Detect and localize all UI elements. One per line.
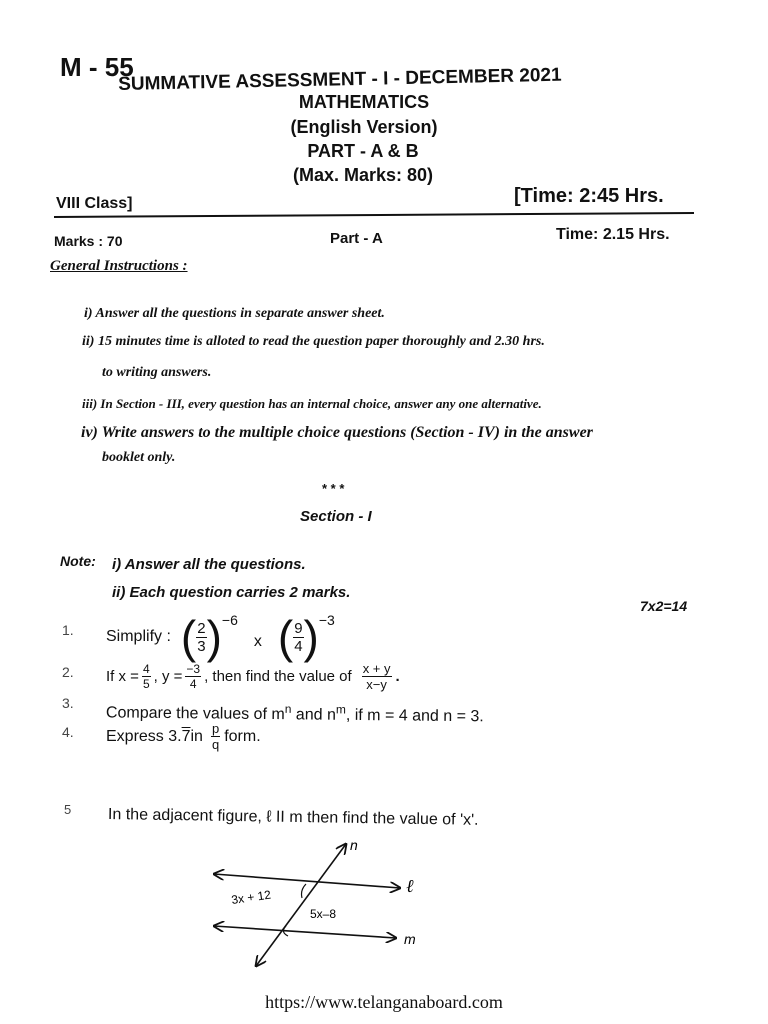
q2-x-denominator: 5	[142, 677, 150, 691]
q1-paren-close-b: )	[303, 611, 319, 663]
q1-fraction-a	[196, 621, 206, 654]
q1-b-exponent: −3	[318, 612, 335, 628]
q5-text: In the adjacent figure, ℓ II m then find the value of 'x'.	[107, 806, 479, 829]
angle-label-top: 3x + 12	[230, 887, 272, 907]
q4-fraction	[211, 722, 220, 751]
part-a-label: Part - A	[330, 230, 383, 247]
q4-numerator: p	[211, 721, 220, 736]
q2-text-3: , then find the value of	[204, 668, 352, 685]
line-m	[214, 926, 396, 938]
separator-stars: * * *	[322, 481, 345, 496]
q3-text-1: Compare the values of m	[105, 704, 285, 724]
label-m: m	[404, 931, 416, 947]
q2-expression	[106, 662, 400, 691]
parallel-lines-figure	[200, 830, 440, 980]
q4-text-3: form.	[224, 727, 261, 745]
q2-x-numerator: 4	[142, 662, 150, 676]
q3-number: 3.	[62, 695, 74, 711]
instruction-2: ii) 15 minutes time is alloted to read the question paper thoroughly and 2.30 hrs.	[82, 334, 545, 349]
instruction-1: i) Answer all the questions in separate answer sheet.	[84, 306, 385, 321]
q1-expression	[106, 610, 335, 664]
q4-denominator: q	[211, 737, 220, 752]
q1-fraction-b	[293, 621, 303, 654]
q1-paren-open: (	[180, 611, 197, 663]
q3-exp-2: m	[335, 702, 347, 717]
exam-title: SUMMATIVE ASSESSMENT - I - DECEMBER 2021	[118, 64, 562, 95]
part-label: PART - A & B	[307, 141, 419, 161]
q4-text-1: Express 3.	[106, 727, 182, 745]
line-l	[214, 874, 400, 888]
q2-x-fraction	[142, 663, 151, 690]
q3-text-3: , if m = 4 and n = 3.	[345, 706, 484, 726]
paper-code: M - 55	[60, 52, 134, 82]
part-a-marks: Marks : 70	[54, 233, 123, 249]
q4-repeating-digit: 7	[181, 727, 191, 745]
note-2: ii) Each question carries 2 marks.	[112, 584, 351, 601]
q2-text-1: If x =	[106, 668, 139, 685]
q1-a-denominator: 3	[197, 637, 206, 655]
q2-expr-denominator: x−y	[366, 677, 387, 692]
instruction-4: iv) Write answers to the multiple choice questions (Section - IV) in the answer	[81, 424, 593, 441]
q2-end: .	[395, 668, 400, 685]
q2-expr-numerator: x + y	[362, 661, 391, 676]
max-marks: (Max. Marks: 80)	[292, 165, 434, 185]
q1-number: 1.	[62, 622, 74, 638]
q2-expr-fraction	[362, 662, 392, 691]
note-label: Note:	[60, 553, 96, 569]
q5-number: 5	[64, 802, 72, 817]
q1-paren-close: )	[206, 611, 222, 663]
q2-text-2: , y =	[153, 668, 183, 685]
q3-text-2: and n	[291, 706, 336, 724]
q2-number: 2.	[62, 664, 74, 680]
angle-arc-top	[302, 884, 307, 898]
q1-a-exponent: −6	[221, 612, 238, 628]
q4-expression	[106, 722, 261, 751]
footer-url: https://www.telanganaboard.com	[265, 992, 503, 1012]
q2-y-denominator: 4	[189, 677, 197, 691]
q4-number: 4.	[62, 724, 74, 740]
header-rule	[54, 212, 694, 218]
total-time: [Time: 2:45 Hrs.	[514, 185, 664, 207]
q2-y-fraction	[185, 663, 201, 690]
section-title: Section - I	[300, 508, 372, 525]
label-n: n	[350, 837, 358, 853]
subject-title: MATHEMATICS	[298, 92, 430, 112]
label-l: ℓ	[406, 876, 414, 896]
note-1: i) Answer all the questions.	[112, 556, 306, 573]
transversal-n	[256, 844, 346, 966]
q1-text: Simplify :	[106, 628, 171, 645]
angle-label-bottom: 5x–8	[310, 907, 337, 921]
q1-b-numerator: 9	[294, 619, 303, 637]
instruction-2-cont: to writing answers.	[102, 365, 212, 380]
part-a-time: Time: 2.15 Hrs.	[556, 226, 670, 243]
class-label: VIII Class]	[56, 195, 133, 212]
q1-paren-open-b: (	[277, 611, 294, 663]
q1-a-numerator: 2	[197, 619, 206, 637]
version-label: (English Version)	[290, 117, 438, 137]
q1-b-denominator: 4	[294, 637, 303, 655]
marks-scheme: 7x2=14	[640, 598, 688, 614]
q2-y-numerator: −3	[186, 662, 201, 676]
q3-exp-1: n	[284, 701, 292, 716]
q1-times: x	[253, 633, 262, 650]
instructions-heading: General Instructions :	[50, 258, 188, 274]
q4-text-2: in	[190, 727, 203, 745]
instruction-3: iii) In Section - III, every question has an internal choice, answer any one alternative.	[82, 396, 542, 411]
instruction-4-cont: booklet only.	[102, 450, 176, 465]
